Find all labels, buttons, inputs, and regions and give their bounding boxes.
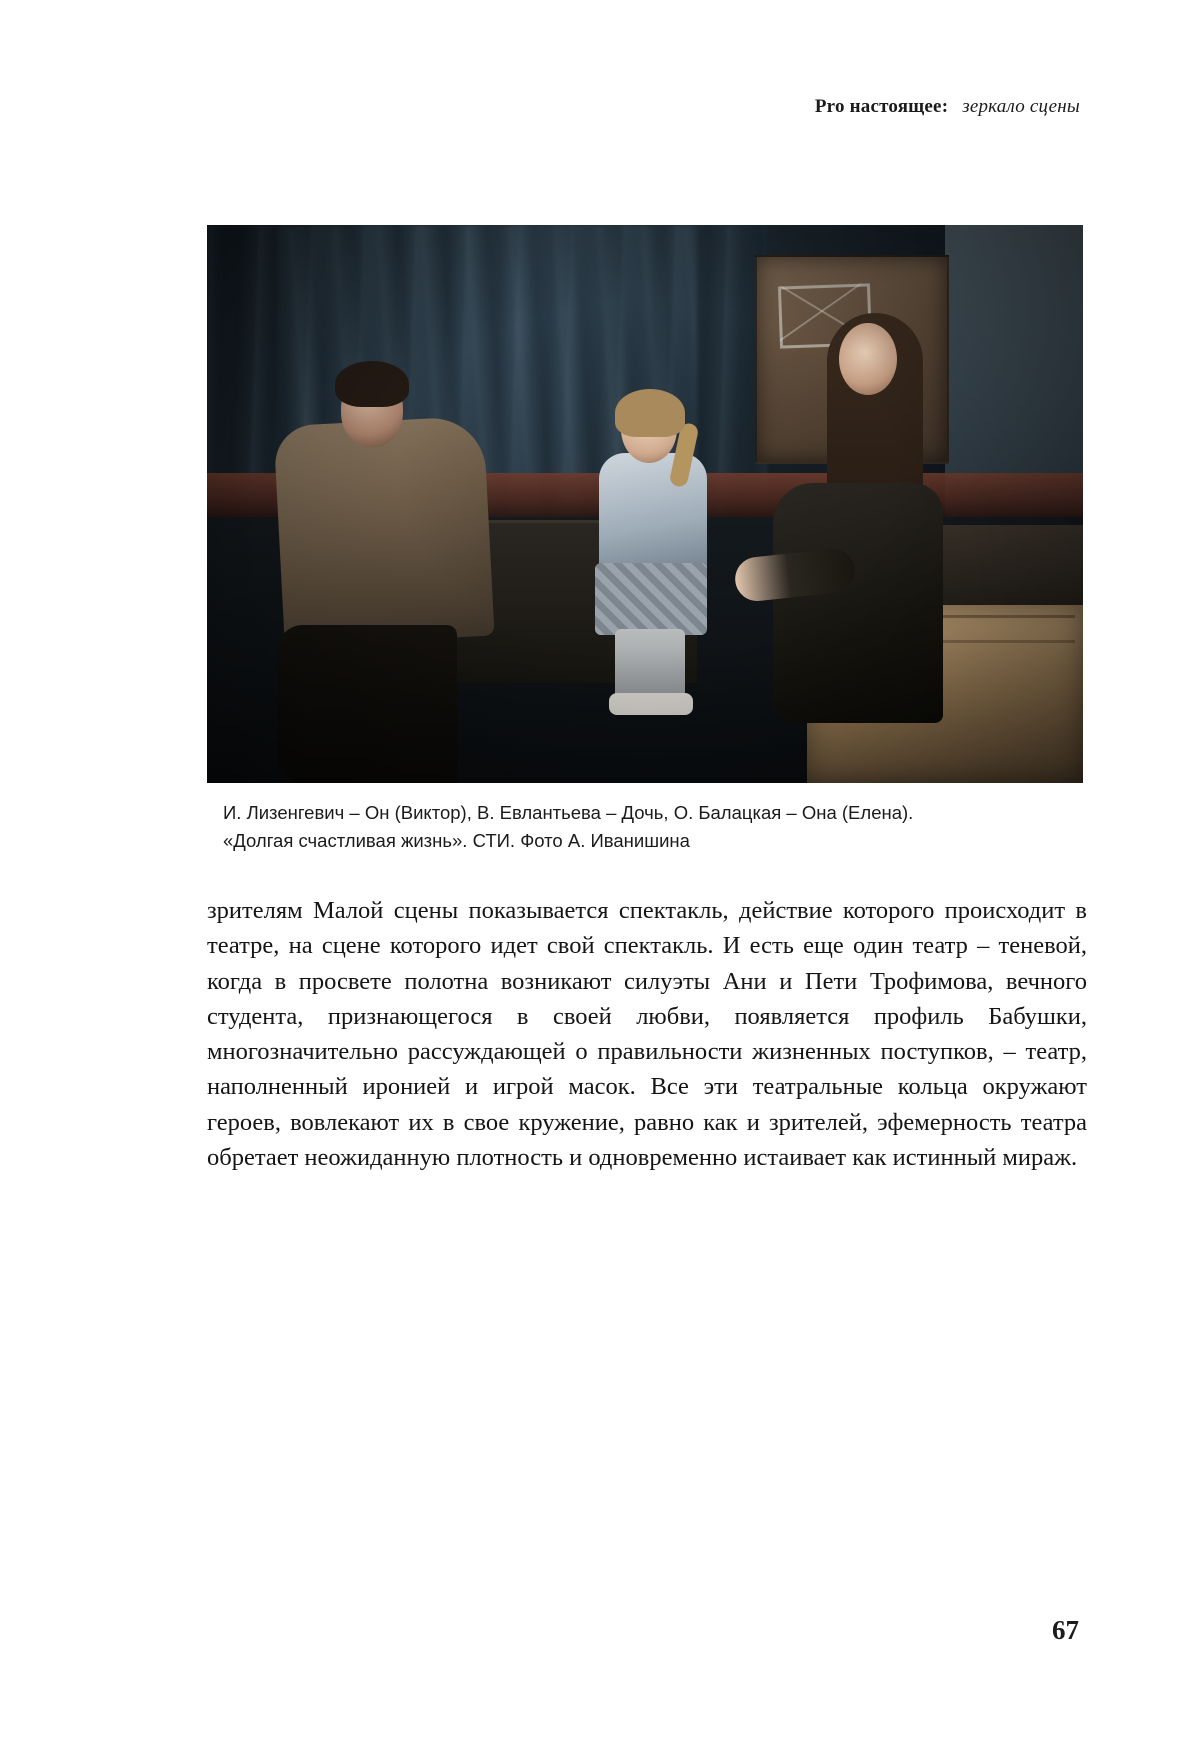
page-number: 67 [1052, 1615, 1079, 1645]
figure-caption [223, 799, 1083, 855]
figure [207, 225, 1083, 855]
running-head [815, 96, 1080, 118]
body-text [207, 893, 1087, 1175]
running-head-title: Pro настоящее: [814, 96, 949, 117]
caption-line-1: И. Лизенгевич – Он (Виктор), В. Евлантьева – Дочь, О. Балацкая – Она (Елена). [223, 802, 914, 823]
running-head-subtitle: зеркало сцены [962, 96, 1080, 117]
stage-photograph [207, 225, 1083, 783]
body-paragraph: зрителям Малой сцены показывается спектакль, действие которого происходит в театре, на сцене которого идет свой спектакль. И есть еще один театр – теневой, когда в просвете полотна возникают силуэты Ани и Пети Трофимова, вечного студента, признающегося в своей любви, появляется профиль Бабушки, многозначительно рассуждающей о правильности жизненных поступков, – театр, наполненный иронией и игрой масок. Все эти театральные кольца окружают героев, вовлекают их в свое кружение, равно как и зрителей, эфемерность театра обретает неожиданную плотность и одновременно истаивает как истинный мираж. [207, 897, 1087, 1171]
caption-line-2: «Долгая счастливая жизнь». СТИ. Фото А. Иванишина [223, 829, 690, 851]
photo-vignette [207, 225, 1083, 783]
